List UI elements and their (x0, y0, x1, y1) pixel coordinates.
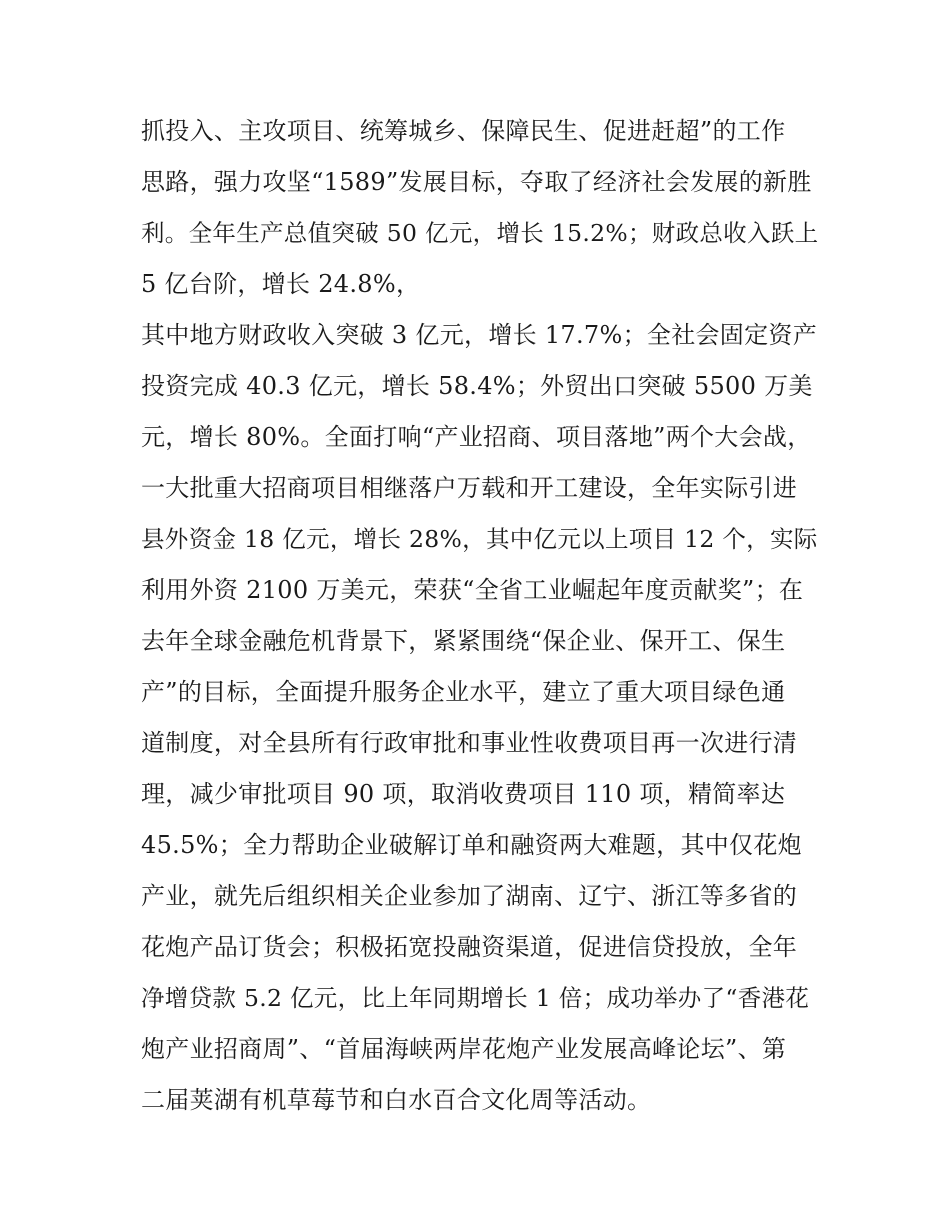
text-line: 产”的目标，全面提升服务企业水平，建立了重大项目绿色通 (141, 678, 786, 706)
text-line: 利。全年生产总值突破 50 亿元，增长 15.2%；财政总收入跃上 (141, 219, 819, 247)
text-line: 45.5%；全力帮助企业破解订单和融资两大难题，其中仅花炮 (141, 831, 802, 859)
text-line: 利用外资 2100 万美元，荣获“全省工业崛起年度贡献奖”；在 (141, 576, 804, 604)
text-line: 5 亿台阶，增长 24.8%， (141, 270, 421, 298)
text-line: 县外资金 18 亿元，增长 28%，其中亿元以上项目 12 个，实际 (141, 525, 818, 553)
text-line: 其中地方财政收入突破 3 亿元，增长 17.7%；全社会固定资产 (141, 321, 817, 349)
text-line: 元，增长 80%。全面打响“产业招商、项目落地”两个大会战， (141, 423, 812, 451)
text-line: 二届荚湖有机草莓节和白水百合文化周等活动。 (141, 1086, 652, 1114)
text-line: 道制度，对全县所有行政审批和事业性收费项目再一次进行清 (141, 729, 798, 757)
text-line: 净增贷款 5.2 亿元，比上年同期增长 1 倍；成功举办了“香港花 (141, 984, 810, 1012)
body-paragraph (141, 106, 821, 1126)
text-line: 炮产业招商周”、“首届海峡两岸花炮产业发展高峰论坛”、第 (141, 1035, 787, 1063)
text-line: 思路，强力攻坚“1589”发展目标，夺取了经济社会发展的新胜 (141, 168, 812, 196)
text-line: 理，减少审批项目 90 项，取消收费项目 110 项，精简率达 (141, 780, 786, 808)
text-line: 投资完成 40.3 亿元，增长 58.4%；外贸出口突破 5500 万美 (141, 372, 813, 400)
text-line: 去年全球金融危机背景下，紧紧围绕“保企业、保开工、保生 (141, 627, 786, 655)
text-line: 产业，就先后组织相关企业参加了湖南、辽宁、浙江等多省的 (141, 882, 798, 910)
text-line: 花炮产品订货会；积极拓宽投融资渠道，促进信贷投放，全年 (141, 933, 798, 961)
text-line: 抓投入、主攻项目、统筹城乡、保障民生、促进赶超”的工作 (141, 117, 786, 145)
text-line: 一大批重大招商项目相继落户万载和开工建设，全年实际引进 (141, 474, 798, 502)
